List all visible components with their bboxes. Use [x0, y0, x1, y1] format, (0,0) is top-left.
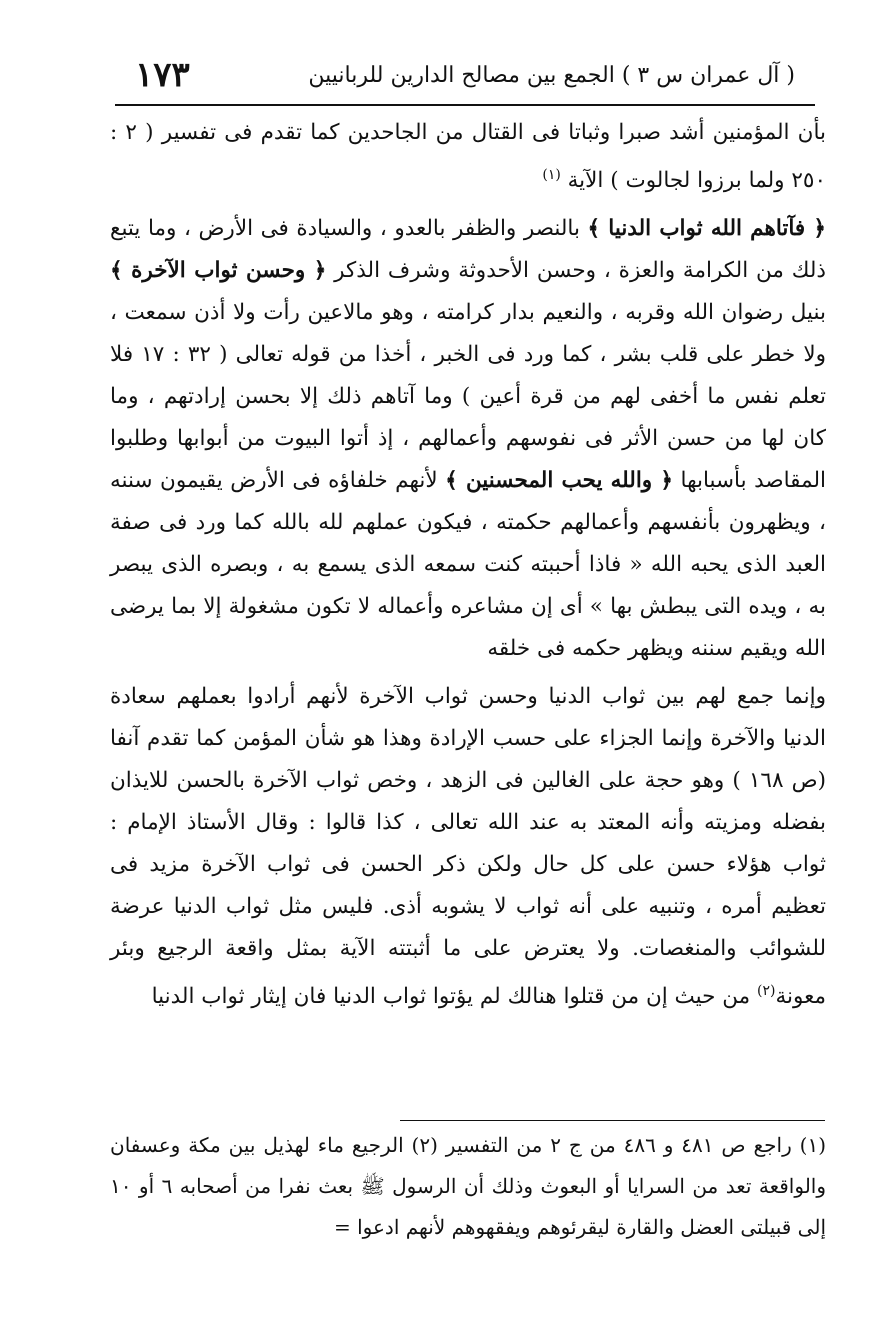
paragraph-3	[110, 676, 826, 1018]
paragraph-2-text-a: بالنصر والظفر بالعدو ، والسيادة فى الأرض ، وما يتبع ذلك من الكرامة والعزة ، وحسن الأحدوثة وشرف الذكر	[110, 216, 826, 284]
footnote-marker-1: (١)	[542, 167, 561, 183]
footnote-rule	[400, 1120, 825, 1121]
paragraph-2-text-c: لأنهم خلفاؤه فى الأرض يقيمون سننه ، ويظهرون بأنفسهم وأعمالهم حكمته ، فيكون عملهم لله بالله كما ورد فى صفة العبد الذى يحبه الله « فاذا أحببته كنت سمعه الذى يسمع به ، وبصره الذى يبصر به ، ويده التى يبطش بها » أى إن مشاعره وأعماله لا تكون مشغولة إلا بما يرضى الله ويقيم سننه ويظهر حكمه فى خلقه	[110, 468, 826, 662]
paragraph-3-end: من حيث إن من قتلوا هنالك لم يؤتوا ثواب الدنيا فان إيثار ثواب الدنيا	[151, 984, 758, 1010]
verse-quote-1: ﴿ فآتاهم الله ثواب الدنيا ﴾	[587, 216, 826, 242]
paragraph-3-text: وإنما جمع لهم بين ثواب الدنيا وحسن ثواب الآخرة لأنهم أرادوا بعملهم سعادة الدنيا والآخرة وإنما الجزاء على حسب الإرادة وهذا هو شأن المؤمن كما تقدم آنفا (ص ١٦٨ ) وهو حجة على الغالين فى الزهد ، وخص ثواب الآخرة بالحسن للايذان بفضله ومزيته وأنه المعتد به عند الله تعالى ، كذا قالوا : وقال الأستاذ الإمام : ثواب هؤلاء حسن على كل حال ولكن ذكر الحسن فى ثواب الآخرة مزيد فى تعظيم أمره ، وتنبيه على أنه ثواب لا يشوبه أذى. فليس مثل ثواب الدنيا عرضة للشوائب والمنغصات. ولا يعترض على ما أثبتته الآية بمثل واقعة الرجيع وبئر معونة	[110, 684, 827, 1010]
main-text	[110, 112, 826, 1024]
footnotes	[110, 1125, 826, 1248]
verse-quote-3: ﴿ والله يحب المحسنين ﴾	[445, 468, 673, 494]
footnote-marker-2: (٢)	[757, 983, 776, 1000]
paragraph-1-text: بأن المؤمنين أشد صبرا وثباتا فى القتال من الجاحدين كما تقدم فى تفسير ( ٢ : ٢٥٠ ولما برزوا لجالوت ) الآية	[110, 120, 827, 194]
paragraph-2-text-b: بنيل رضوان الله وقربه ، والنعيم بدار كرامته ، وهو مالاعين رأت ولا أذن سمعت ، ولا خطر على قلب بشر ، كما ورد فى الخبر ، أخذا من قوله تعالى ( ٣٢ : ١٧ فلا تعلم نفس ما أخفى لهم من قرة أعين ) وما آتاهم ذلك إلا بحسن إرادتهم ، وما كان لها من حسن الأثر فى نفوسهم وأعمالهم ، إذ أتوا البيوت من أبوابها وطلبوا المقاصد بأسبابها	[110, 300, 827, 494]
footnote-text: (١) راجع ص ٤٨١ و ٤٨٦ من ج ٢ من التفسير (٢) الرجيع ماء لهذيل بين مكة وعسفان والواقعة تعد من السرايا أو البعوث وذلك أن الرسول ﷺ بعث نفرا من أصحابه ٦ أو ١٠ إلى قبيلتى العضل والقارة ليقرئوهم ويفقهوهم لأنهم ادعوا =	[110, 1133, 827, 1239]
paragraph-2	[110, 208, 826, 670]
header-rule	[115, 104, 815, 106]
page-number: ١٧٣	[135, 55, 190, 95]
paragraph-1	[110, 112, 826, 202]
running-title: ( آل عمران س ٣ ) الجمع بين مصالح الدارين للربانيين	[308, 62, 795, 88]
verse-quote-2: ﴿ وحسن ثواب الآخرة ﴾	[110, 258, 327, 284]
page-header	[115, 52, 795, 98]
